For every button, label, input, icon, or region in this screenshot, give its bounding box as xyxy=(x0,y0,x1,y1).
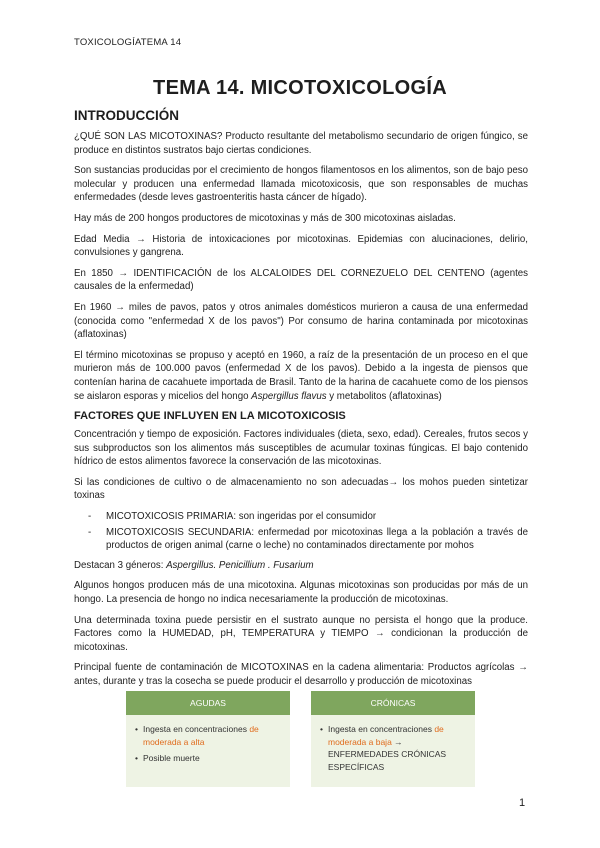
list-item-text: MICOTOXICOSIS SECUNDARIA: enfermedad por micotoxinas llega a la población a través de productos de origen animal (carne o leche) no contaminados directamente por mohos xyxy=(106,526,528,552)
intro-paragraph-4: Edad Media → Historia de intoxicaciones por micotoxinas. Epidemias con alucinaciones, delirio, convulsiones y gangrena. xyxy=(74,233,528,259)
genera-label: Destacan 3 géneros: xyxy=(74,559,167,571)
p7-text-end: y metabolitos (aflatoxinas) xyxy=(326,390,442,402)
chronic-card xyxy=(311,691,475,787)
intro-paragraph-2: Son sustancias producidas por el crecimiento de hongos filamentosos en los alimentos, son de bajo peso molecular y producen una enfermedad llamada micotoxicosis, que son responsables de muchas enfermedades (desde leves gastroenteritis hasta cáncer de hígado). xyxy=(74,165,528,204)
chronic-item-text: Ingesta en concentraciones xyxy=(328,724,435,734)
factors-paragraph-5: Una determinada toxina puede persistir en el sustrato aunque no persista el hongo que la produce. Factores como la HUMEDAD, pH, TEMPERATURA y TIEMPO → condicionan la producción de micotoxinas. xyxy=(74,614,528,653)
acute-item-text: Ingesta en concentraciones xyxy=(143,724,250,734)
factors-paragraph-4: Algunos hongos producen más de una micotoxina. Algunas micotoxinas son producidas por más de un hongo. La presencia de hongo no indica necesariamente la producción de micotoxinas. xyxy=(74,580,528,606)
acute-item-ingesta xyxy=(135,723,282,748)
list-item-text: MICOTOXICOSIS PRIMARIA: son ingeridas por el consumidor xyxy=(106,511,377,523)
intro-heading: INTRODUCCIÓN xyxy=(74,108,179,123)
acute-item-muerte: • Posible muerte xyxy=(135,752,282,765)
intro-paragraph-5: En 1850 → IDENTIFICACIÓN de los ALCALOIDES DEL CORNEZUELO DEL CENTENO (agentes causales de la enfermedad) xyxy=(74,267,528,293)
factors-heading: FACTORES QUE INFLUYEN EN LA MICOTOXICOSIS xyxy=(74,410,346,423)
chronic-item-after: → ENFERMEDADES CRÓNICAS ESPECÍFICAS xyxy=(328,736,447,772)
list-item xyxy=(74,510,528,524)
page-number: 1 xyxy=(519,797,526,809)
micotoxicosis-list xyxy=(74,510,528,553)
page-title: TEMA 14. MICOTOXICOLOGÍA xyxy=(153,77,447,99)
list-dash: - xyxy=(88,511,92,523)
genera-paragraph xyxy=(74,559,528,573)
chronic-item-highlight-a: de xyxy=(434,724,444,734)
acute-item-highlight-b: moderada a alta xyxy=(143,736,205,747)
chronic-card-title: CRÓNICAS xyxy=(311,691,475,715)
p7-text-start: El término micotoxinas se propuso y aceptó en 1960, a raíz de la presentación de un proceso en el que murieron más de 100.000 pavos (enfermedad X de los pavos). Debido a la ingesta de piensos que contenían harina de cacahuete importada de Brasil. Tanto de la harina de cacahuete como de los piensos se aislaron esporas y micelios del hongo xyxy=(74,349,528,402)
intro-paragraph-6: En 1960 → miles de pavos, patos y otros animales domésticos murieron a causa de una enfermedad (conocida como "enfermedad X de los pavos") Por consumo de harina contaminada por micotoxinas (aflatoxinas) xyxy=(74,301,528,341)
genera-names: Aspergillus. Penicillium . Fusarium xyxy=(166,559,314,571)
intro-paragraph-1: ¿QUÉ SON LAS MICOTOXINAS? Producto resultante del metabolismo secundario de origen fúngico, se produce en distintos sustratos bajo ciertas condiciones. xyxy=(74,131,528,156)
intro-paragraph-7 xyxy=(74,349,528,403)
intro-paragraph-3: Hay más de 200 hongos productores de micotoxinas y más de 300 micotoxinas aisladas. xyxy=(74,212,456,224)
factors-paragraph-6: Principal fuente de contaminación de MICOTOXINAS en la cadena alimentaria: Productos agrícolas → antes, durante y tras la cosecha se puede producir el desarrollo y producción de micotoxinas xyxy=(74,662,528,687)
chronic-item-ingesta xyxy=(320,723,467,773)
acute-card xyxy=(126,691,290,787)
acute-card-title: AGUDAS xyxy=(126,691,290,715)
factors-paragraph-1: Concentración y tiempo de exposición. Factores individuales (dieta, sexo, edad). Cereales, frutos secos y sus subproductos son los alimentos más susceptibles de acumular toxinas fúngicas. El bajo contenido hídrico de estos alimentos favorece la conservación de las micotoxinas. xyxy=(74,429,528,468)
list-dash: - xyxy=(88,526,92,538)
running-header: TOXICOLOGÍATEMA 14 xyxy=(74,37,182,48)
document-body xyxy=(74,108,528,696)
chronic-item-highlight-b: moderada a baja xyxy=(328,736,392,747)
acute-item-highlight-a: de xyxy=(249,724,259,734)
species-name: Aspergillus flavus xyxy=(251,390,327,402)
factors-paragraph-2: Si las condiciones de cultivo o de almacenamiento no son adecuadas→ los mohos pueden sintetizar toxinas xyxy=(74,476,528,502)
list-item xyxy=(74,526,528,553)
